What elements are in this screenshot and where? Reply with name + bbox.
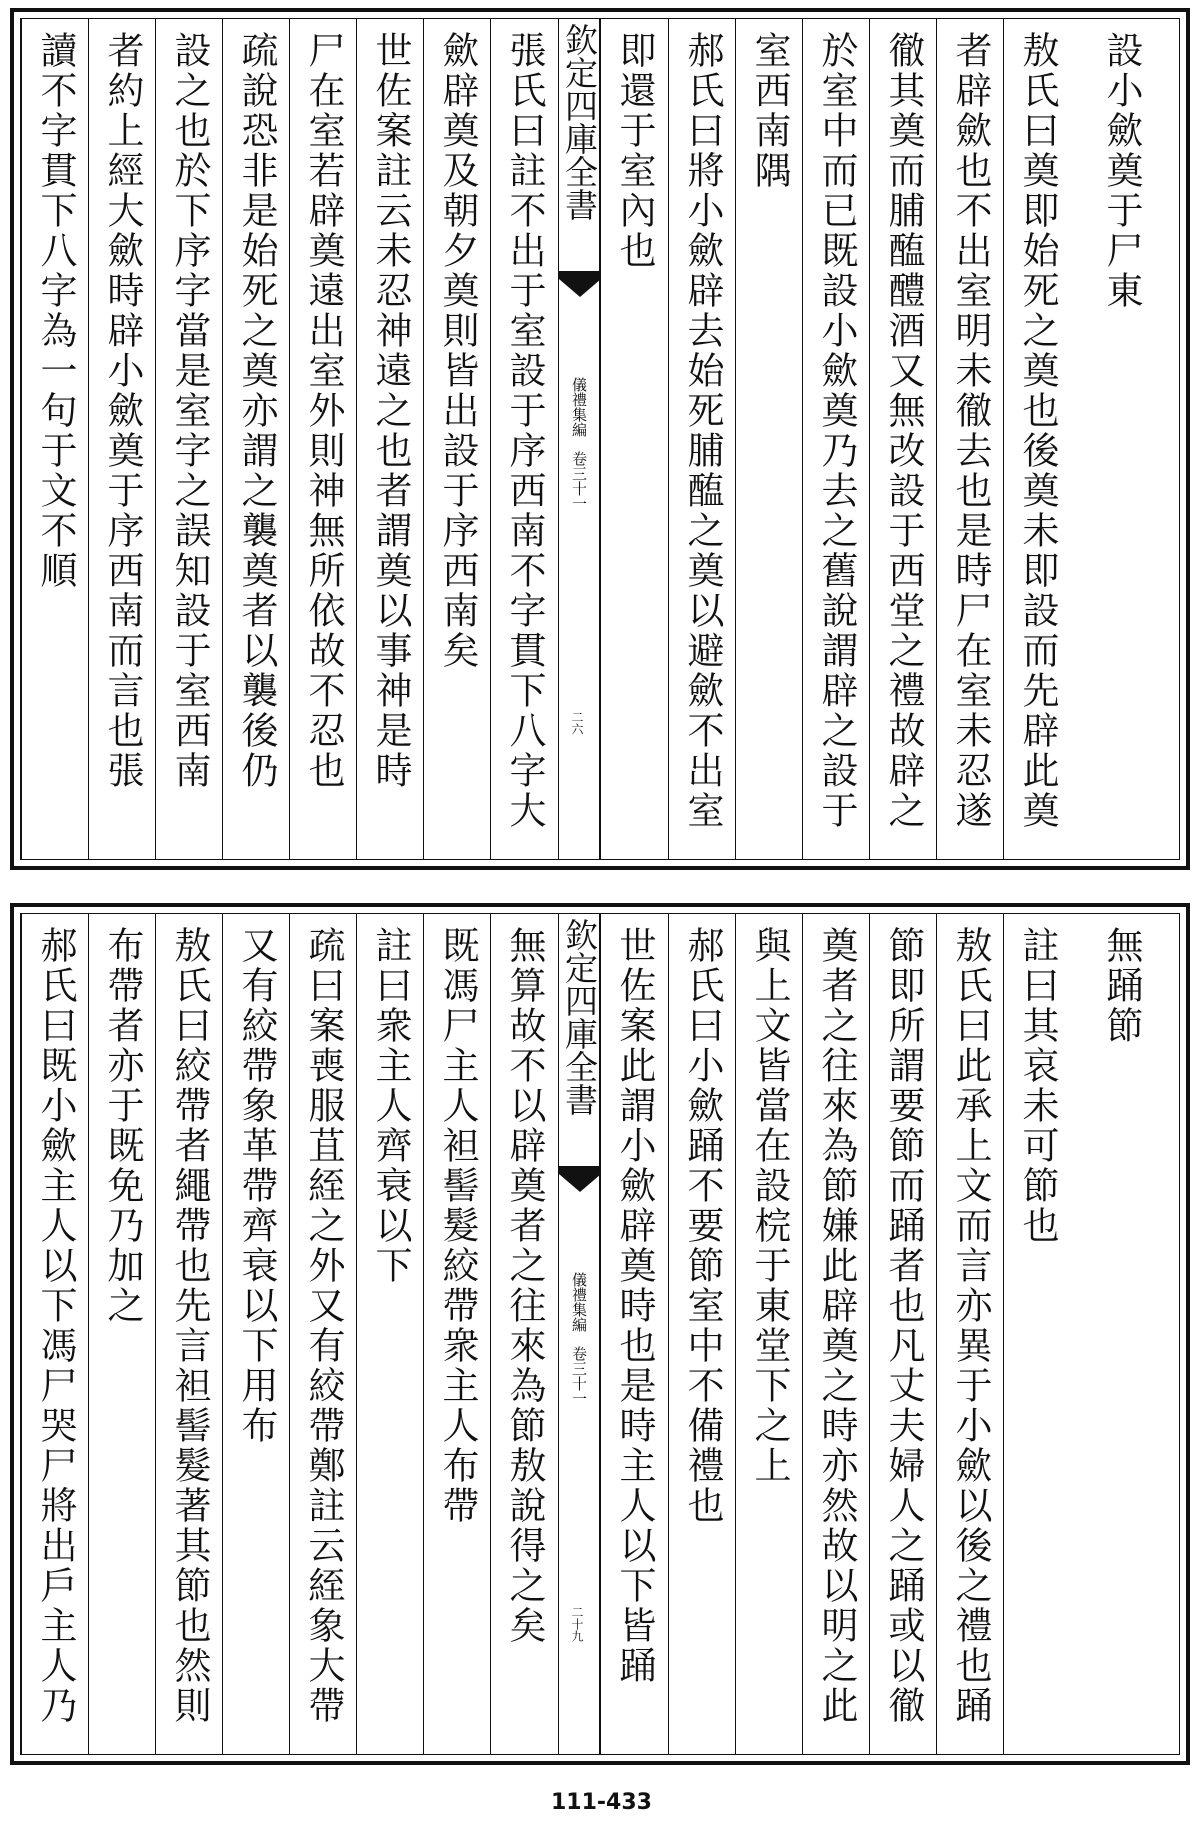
text-column (668, 19, 735, 859)
column-text: 敖氏曰此承上文而言亦異于小歛以後之禮也踊 (949, 926, 992, 1726)
column-text: 奠者之往來為節嫌此辟奠之時亦然故以明之此 (815, 926, 858, 1726)
column-text: 室西南隅 (748, 31, 791, 191)
page-top (10, 8, 1190, 870)
text-column (155, 914, 222, 1754)
text-column (936, 19, 1003, 859)
column-text: 尸在室若辟奠遠出室外則神無所依故不忍也 (302, 31, 345, 791)
volume-label: 卷三十一 (570, 451, 588, 511)
column-text: 徹其奠而脯醢醴酒又無改設于西堂之禮故辟之 (882, 31, 925, 831)
column-text: 疏說恐非是始死之奠亦謂之襲奠者以襲後仍 (235, 31, 278, 791)
text-column (1003, 914, 1070, 1754)
column-text: 又有絞帶象革帶齊衰以下用布 (235, 926, 278, 1446)
text-column (1070, 914, 1177, 1754)
column-text: 設之也於下序字當是室字之誤知設于室西南 (168, 31, 211, 791)
column-text: 郝氏曰小歛踊不要節室中不備禮也 (681, 926, 724, 1526)
text-column (155, 19, 222, 859)
center-banner (558, 914, 600, 1754)
page-bottom (10, 903, 1190, 1765)
column-text: 設小歛奠于尸東 (1100, 31, 1143, 311)
text-column (289, 914, 356, 1754)
column-text: 敖氏曰絞帶者繩帶也先言袒髻髮著其節也然則 (168, 926, 211, 1726)
text-column (735, 19, 802, 859)
text-column (356, 19, 423, 859)
column-text: 郝氏曰既小歛主人以下馮尸哭尸將出戶主人乃 (34, 926, 77, 1726)
page-top-frame (20, 18, 1180, 860)
text-column (1003, 19, 1070, 859)
text-column (668, 914, 735, 1754)
page-number: 二六 (570, 711, 584, 735)
text-column (356, 914, 423, 1754)
text-column (21, 914, 88, 1754)
text-column (222, 19, 289, 859)
column-text: 者約上經大歛時辟小歛奠于序西南而言也張 (101, 31, 144, 791)
column-text: 者辟歛也不出室明未徹去也是時尸在室未忍遂 (949, 31, 992, 831)
text-column (423, 19, 490, 859)
collection-title: 欽定四庫全書 (560, 23, 599, 221)
page-bottom-frame (20, 913, 1180, 1755)
fishtail-mark-icon (559, 1166, 601, 1192)
center-banner (558, 19, 600, 859)
text-column (222, 914, 289, 1754)
text-column (869, 19, 936, 859)
column-text: 郝氏曰將小歛辟去始死脯醢之奠以避歛不出室 (681, 31, 724, 831)
fishtail-mark-icon (559, 271, 601, 297)
text-column (289, 19, 356, 859)
column-text: 即還于室內也 (613, 31, 656, 271)
column-text: 疏曰案喪服苴絰之外又有絞帶鄭註云絰象大帶 (302, 926, 345, 1726)
text-column (423, 914, 490, 1754)
volume-label: 卷三十一 (570, 1346, 588, 1406)
column-text: 節即所謂要節而踊者也凡丈夫婦人之踊或以徹 (882, 926, 925, 1726)
column-text: 敖氏曰奠即始死之奠也後奠未即設而先辟此奠 (1016, 31, 1059, 831)
text-column (936, 914, 1003, 1754)
page-footer-id: 111-433 (551, 1790, 652, 1815)
text-column (88, 914, 155, 1754)
column-text: 既馮尸主人袒髻髮絞帶衆主人布帶 (436, 926, 479, 1526)
column-text: 無算故不以辟奠者之往來為節敖說得之矣 (503, 926, 546, 1646)
page-number: 二十九 (570, 1606, 584, 1642)
column-text: 無踊節 (1100, 926, 1143, 1046)
column-text: 歛辟奠及朝夕奠則皆出設于序西南矣 (436, 31, 479, 671)
column-text: 註曰衆主人齊衰以下 (369, 926, 412, 1286)
collection-title: 欽定四庫全書 (560, 918, 599, 1116)
text-column (735, 914, 802, 1754)
text-column (21, 19, 88, 859)
column-text: 世佐案註云未忍神遠之也者謂奠以事神是時 (369, 31, 412, 791)
column-text: 張氏曰註不出于室設于序西南不字貫下八字大 (503, 31, 546, 831)
book-title: 儀禮集編 (570, 1272, 588, 1332)
text-column (1070, 19, 1177, 859)
book-title: 儀禮集編 (570, 377, 588, 437)
text-column (600, 19, 668, 859)
text-column (88, 19, 155, 859)
text-column (490, 19, 558, 859)
column-text: 世佐案此謂小歛辟奠時也是時主人以下皆踊 (613, 926, 656, 1686)
text-column (802, 19, 869, 859)
text-column (490, 914, 558, 1754)
text-column (802, 914, 869, 1754)
column-text: 讀不字貫下八字為一句于文不順 (34, 31, 77, 591)
text-column (600, 914, 668, 1754)
text-column (869, 914, 936, 1754)
column-text: 於室中而已既設小歛奠乃去之舊說謂辟之設于 (815, 31, 858, 831)
column-text: 註曰其哀未可節也 (1016, 926, 1059, 1246)
column-text: 布帶者亦于既免乃加之 (101, 926, 144, 1326)
column-text: 與上文皆當在設梡于東堂下之上 (748, 926, 791, 1486)
